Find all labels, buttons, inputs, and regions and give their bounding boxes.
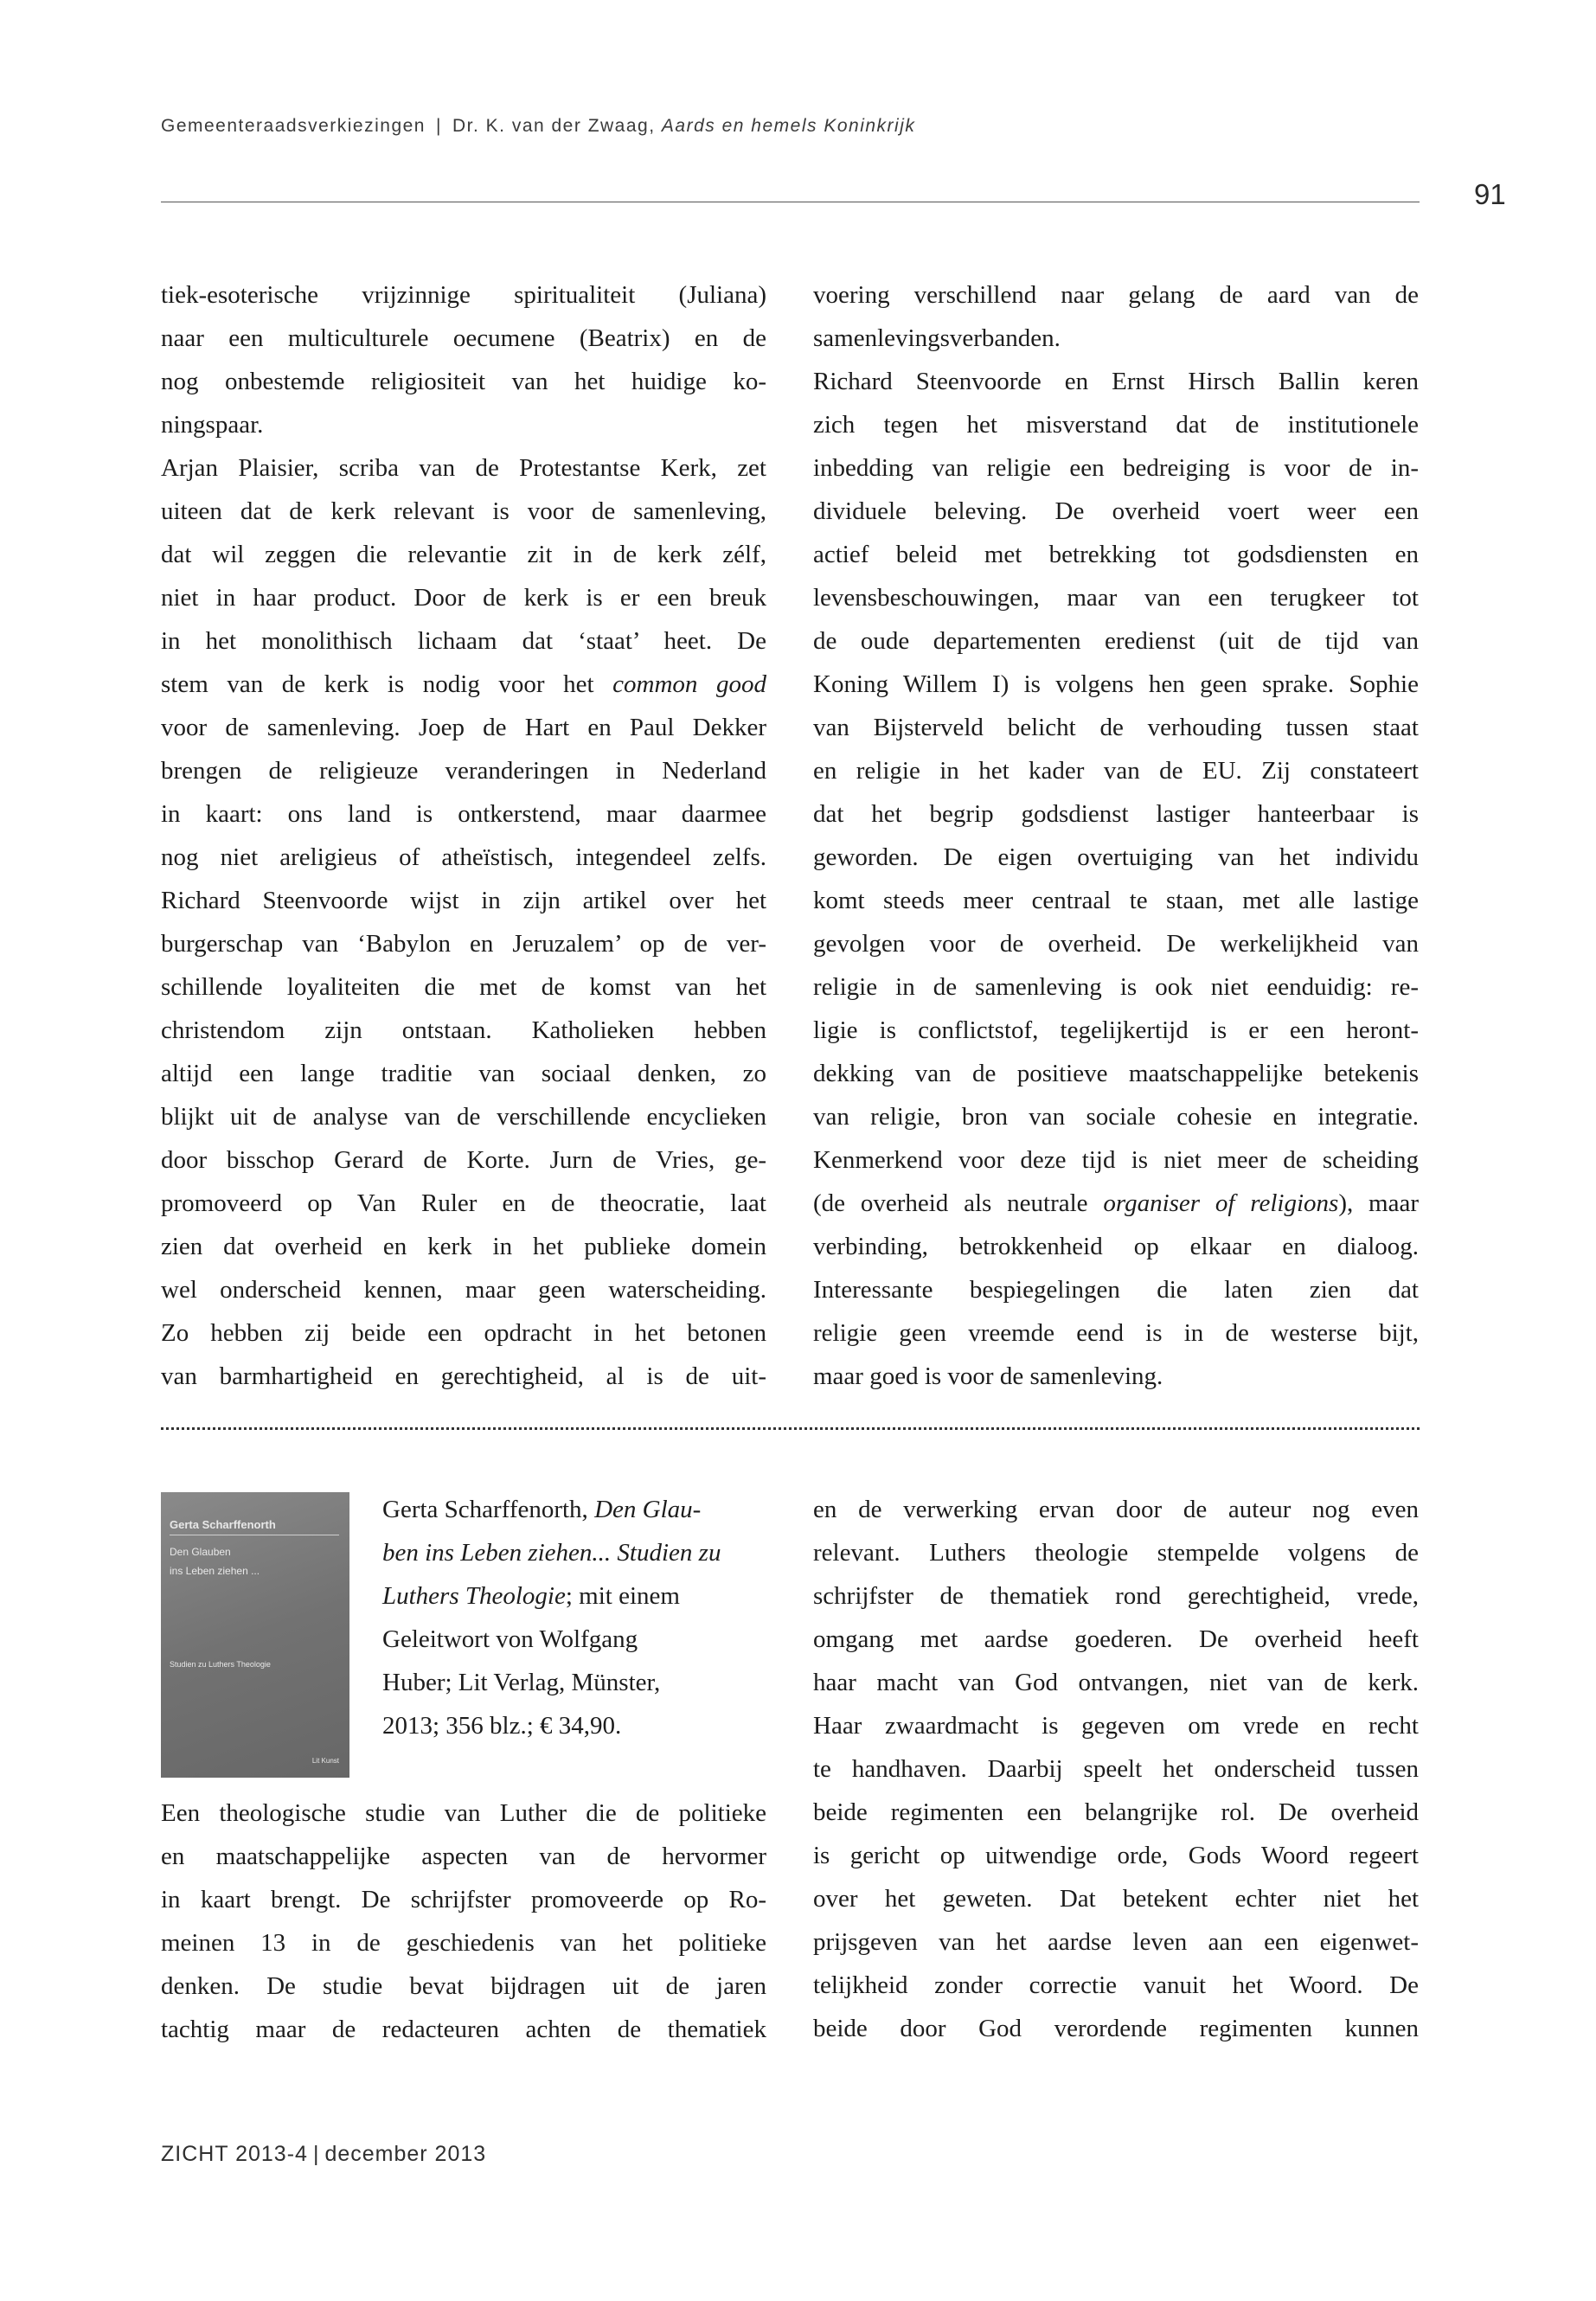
cover-title <box>170 1542 339 1580</box>
cover-title-line: Den Glauben <box>170 1546 231 1558</box>
text-line: wel onderscheid kennen, maar geen waterscheiding. <box>161 1276 766 1304</box>
text-line: christendom zijn ontstaan. Katholieken hebben <box>161 1016 766 1044</box>
page-number: 91 <box>1474 178 1506 210</box>
text-line: ligie is conflictstof, tegelijkertijd is er een heront- <box>813 1016 1419 1044</box>
text-line: nog niet areligieus of atheïstisch, integendeel zelfs. <box>161 843 766 871</box>
text-segment: ), maar <box>1338 1189 1420 1217</box>
text-line: actief beleid met betrekking tot godsdiensten en <box>813 541 1419 568</box>
review-column-left <box>161 1791 766 2051</box>
running-head-section: Gemeenteraadsverkiezingen <box>161 116 426 136</box>
text-line: Haar zwaardmacht is gegeven om vrede en recht <box>813 1712 1419 1740</box>
text-line: zien dat overheid en kerk in het publieke domein <box>161 1233 766 1260</box>
text-line: in het monolithisch lichaam dat ‘staat’ heet. De <box>161 627 766 655</box>
text-line: komt steeds meer centraal te staan, met alle lastige <box>813 887 1419 914</box>
text-line: Arjan Plaisier, scriba van de Protestantse Kerk, zet <box>161 454 766 482</box>
italic-term-common-good: common good <box>612 670 766 698</box>
text-line: beide door God verordende regimenten kunnen <box>813 2015 1419 2042</box>
text-line: van Bijsterveld belicht de verhouding tussen staat <box>813 714 1419 741</box>
citation-line: 2013; 356 blz.; € 34,90. <box>382 1712 622 1740</box>
text-line: en de verwerking ervan door de auteur nog even <box>813 1496 1419 1523</box>
text-line: Richard Steenvoorde en Ernst Hirsch Ballin keren <box>813 368 1419 395</box>
text-line <box>813 1182 1419 1225</box>
citation-line <box>382 1531 780 1574</box>
text-line: tachtig maar de redacteuren achten de thematiek <box>161 2016 766 2043</box>
cover-title-line: ins Leben ziehen ... <box>170 1565 260 1577</box>
text-line: maar goed is voor de samenleving. <box>813 1362 1163 1390</box>
text-line: Richard Steenvoorde wijst in zijn artikel over het <box>161 887 766 914</box>
footer-journal: ZICHT 2013-4 <box>161 2142 308 2166</box>
dotted-divider <box>161 1427 1420 1430</box>
text-line: dekking van de positieve maatschappelijke betekenis <box>813 1060 1419 1087</box>
review-column-right <box>813 1488 1419 2050</box>
text-line: tiek-esoterische vrijzinnige spiritualiteit (Juliana) <box>161 281 766 309</box>
text-line: telijkheid zonder correctie vanuit het Woord. De <box>813 1971 1419 1999</box>
text-line: levensbeschouwingen, maar van een terugkeer tot <box>813 584 1419 612</box>
book-citation <box>382 1488 780 1747</box>
text-line: de oude departementen eredienst (uit de tijd van <box>813 627 1419 655</box>
text-line: is gericht op uitwendige orde, Gods Woord regeert <box>813 1842 1419 1869</box>
text-line: religie geen vreemde eend is in de westerse bijt, <box>813 1319 1419 1347</box>
text-line: Koning Willem I) is volgens hen geen sprake. Sophie <box>813 670 1419 698</box>
text-line: in kaart: ons land is ontkerstend, maar daarmee <box>161 800 766 828</box>
text-line: en maatschappelijke aspecten van de hervormer <box>161 1843 766 1870</box>
text-line: haar macht van God ontvangen, niet van de kerk. <box>813 1669 1419 1696</box>
text-line: altijd een lange traditie van sociaal denken, zo <box>161 1060 766 1087</box>
text-line: beide regimenten een belangrijke rol. De overheid <box>813 1798 1419 1826</box>
text-line: burgerschap van ‘Babylon en Jeruzalem’ op de ver- <box>161 930 766 958</box>
text-segment: stem van de kerk is nodig voor het <box>161 670 594 698</box>
text-line: nog onbestemde religiositeit van het huidige ko- <box>161 368 766 395</box>
text-line: in kaart brengt. De schrijfster promoveerde op Ro- <box>161 1886 766 1913</box>
text-line: voor de samenleving. Joep de Hart en Paul Dekker <box>161 714 766 741</box>
page-footer: ZICHT 2013-4 | december 2013 <box>161 2142 487 2166</box>
text-line: relevant. Luthers theologie stempelde volgens de <box>813 1539 1419 1567</box>
citation-line: Geleitwort von Wolfgang <box>382 1625 638 1653</box>
text-line: inbedding van religie een bedreiging is voor de in- <box>813 454 1419 482</box>
footer-date: december 2013 <box>324 2142 487 2166</box>
text-line: dividuele beleving. De overheid voert weer een <box>813 497 1419 525</box>
text-line: naar een multiculturele oecumene (Beatrix) en de <box>161 324 766 352</box>
text-line: blijkt uit de analyse van de verschillende encyclieken <box>161 1103 766 1131</box>
citation-text: ; mit einem <box>565 1582 680 1610</box>
citation-line <box>382 1488 780 1531</box>
italic-term-organiser-of-religions: organiser of religions <box>1103 1189 1339 1217</box>
citation-line: Huber; Lit Verlag, Münster, <box>382 1669 661 1696</box>
text-line: omgang met aardse goederen. De overheid heeft <box>813 1625 1419 1653</box>
article-column-right <box>813 273 1419 1398</box>
text-line: van barmhartigheid en gerechtigheid, al is de uit- <box>161 1362 766 1390</box>
running-head-article-title: Aards en hemels Koninkrijk <box>661 116 916 136</box>
text-line: gevolgen voor de overheid. De werkelijkheid van <box>813 930 1419 958</box>
text-line <box>161 663 766 706</box>
text-line: van religie, bron van sociale cohesie en integratie. <box>813 1103 1419 1131</box>
running-head-author: Dr. K. van der Zwaag, <box>452 116 656 136</box>
text-line: schrijfster de thematiek rond gerechtigheid, vrede, <box>813 1582 1419 1610</box>
cover-author: Gerta Scharffenorth <box>170 1518 339 1535</box>
text-line: niet in haar product. Door de kerk is er een breuk <box>161 584 766 612</box>
text-line: geworden. De eigen overtuiging van het individu <box>813 843 1419 871</box>
article-column-left <box>161 273 766 1398</box>
text-line: te handhaven. Daarbij speelt het onderscheid tussen <box>813 1755 1419 1783</box>
text-line: prijsgeven van het aardse leven aan een eigenwet- <box>813 1928 1419 1956</box>
text-line: Interessante bespiegelingen die laten zien dat <box>813 1276 1419 1304</box>
text-line: Zo hebben zij beide een opdracht in het betonen <box>161 1319 766 1347</box>
text-line: dat wil zeggen die relevantie zit in de kerk zélf, <box>161 541 766 568</box>
citation-author: Gerta Scharffenorth, <box>382 1496 588 1523</box>
text-line: samenlevingsverbanden. <box>813 324 1061 352</box>
text-line: brengen de religieuze veranderingen in Nederland <box>161 757 766 785</box>
book-cover-image <box>161 1492 349 1778</box>
text-line: zich tegen het misverstand dat de institutionele <box>813 411 1419 439</box>
text-line: denken. De studie bevat bijdragen uit de jaren <box>161 1972 766 2000</box>
text-line: Kenmerkend voor deze tijd is niet meer de scheiding <box>813 1146 1419 1174</box>
text-line: over het geweten. Dat betekent echter niet het <box>813 1885 1419 1913</box>
citation-line <box>382 1574 780 1618</box>
text-line: ningspaar. <box>161 411 264 439</box>
cover-publisher: Lit Kunst <box>311 1757 339 1765</box>
text-line: religie in de samenleving is ook niet eenduidig: re- <box>813 973 1419 1001</box>
running-head: Gemeenteraadsverkiezingen | Dr. K. van der Zwaag, Aards en hemels Koninkrijk <box>161 116 916 136</box>
text-line: meinen 13 in de geschiedenis van het politieke <box>161 1929 766 1957</box>
text-line: Een theologische studie van Luther die de politieke <box>161 1799 766 1827</box>
text-line: voering verschillend naar gelang de aard van de <box>813 281 1419 309</box>
citation-title: Den Glau- <box>594 1496 702 1523</box>
text-line: verbinding, betrokkenheid op elkaar en dialoog. <box>813 1233 1419 1260</box>
cover-subtitle: Studien zu Luthers Theologie <box>170 1660 271 1669</box>
text-line: schillende loyaliteiten die met de komst van het <box>161 973 766 1001</box>
citation-title: Luthers Theologie <box>382 1582 566 1610</box>
text-segment: (de overheid als neutrale <box>813 1189 1088 1217</box>
text-line: dat het begrip godsdienst lastiger hanteerbaar is <box>813 800 1419 828</box>
citation-title: ben ins Leben ziehen... Studien zu <box>382 1539 721 1567</box>
text-line: door bisschop Gerard de Korte. Jurn de Vries, ge- <box>161 1146 766 1174</box>
text-line: uiteen dat de kerk relevant is voor de samenleving, <box>161 497 766 525</box>
text-line: en religie in het kader van de EU. Zij constateert <box>813 757 1419 785</box>
text-line: promoveerd op Van Ruler en de theocratie, laat <box>161 1189 766 1217</box>
